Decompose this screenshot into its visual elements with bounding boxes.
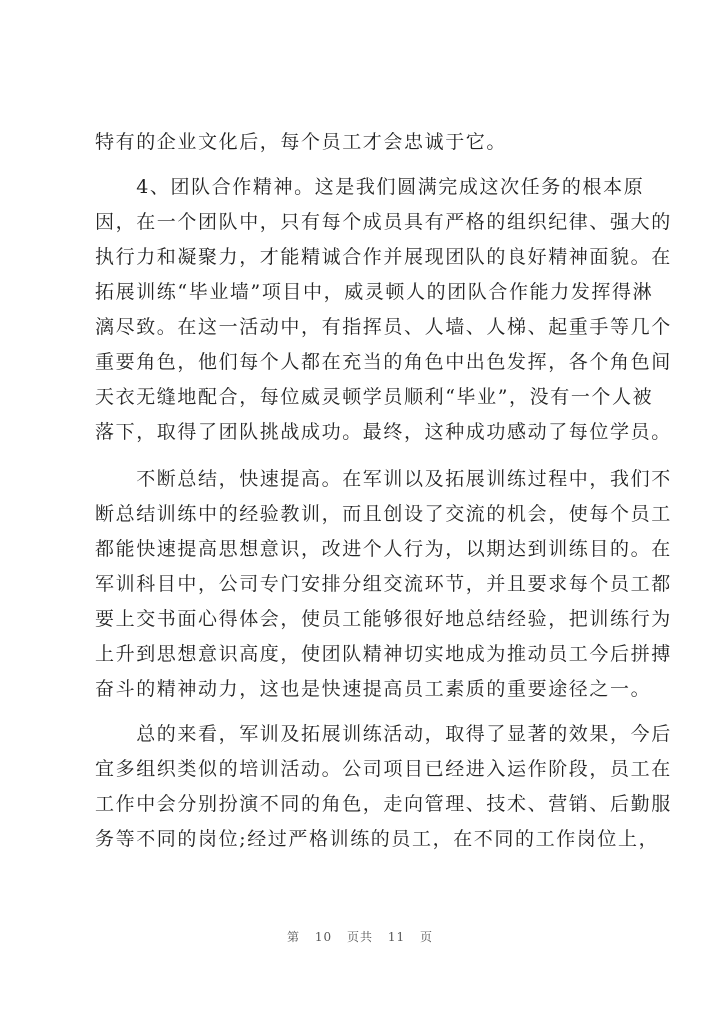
text-line: 漓尽致。在这一活动中，有指挥员、人墙、人梯、起重手等几个 xyxy=(95,316,672,338)
text-line: 执行力和凝聚力，才能精诚合作并展现团队的良好精神面貌。在 xyxy=(95,246,672,268)
text-line: 拓展训练“毕业墙”项目中，威灵顿人的团队合作能力发挥得淋 xyxy=(95,281,654,303)
footer-label-di: 第 xyxy=(287,930,301,944)
text-line: 重要角色，他们每个人都在充当的角色中出色发挥，各个角色间 xyxy=(95,351,672,373)
text-line: 奋斗的精神动力，这也是快速提高员工素质的重要途径之一。 xyxy=(95,678,652,700)
text-line: 宜多组织类似的培训活动。公司项目已经进入运作阶段，员工在 xyxy=(95,758,672,780)
text-line: 4、团队合作精神。这是我们圆满完成这次任务的根本原 xyxy=(95,176,645,198)
current-page-number: 10 xyxy=(314,930,333,944)
text-line: 因，在一个团队中，只有每个成员具有严格的组织纪律、强大的 xyxy=(95,211,672,233)
page-footer xyxy=(0,928,720,945)
text-line: 务等不同的岗位;经过严格训练的员工，在不同的工作岗位上， xyxy=(95,828,660,850)
text-line: 上升到思想意识高度，使团队精神切实地成为推动员工今后拼搏 xyxy=(95,643,672,665)
text-line: 特有的企业文化后，每个员工才会忠诚于它。 xyxy=(95,131,508,153)
text-line: 总的来看，军训及拓展训练活动，取得了显著的效果，今后 xyxy=(95,723,672,745)
text-line: 天衣无缝地配合，每位威灵顿学员顺利“毕业”，没有一个人被 xyxy=(95,386,654,408)
text-line: 不断总结，快速提高。在军训以及拓展训练过程中，我们不 xyxy=(95,468,672,490)
footer-label-ye: 页 xyxy=(419,930,433,944)
text-line: 军训科目中，公司专门安排分组交流环节，并且要求每个员工都 xyxy=(95,573,672,595)
text-line: 落下，取得了团队挑战成功。最终，这种成功感动了每位学员。 xyxy=(95,421,672,443)
text-line: 工作中会分别扮演不同的角色，走向管理、技术、营销、后勤服 xyxy=(95,793,672,815)
text-line: 要上交书面心得体会，使员工能够很好地总结经验，把训练行为 xyxy=(95,608,672,630)
total-page-count: 11 xyxy=(387,930,406,944)
footer-label-ye-gong: 页共 xyxy=(346,930,373,944)
text-line: 断总结训练中的经验教训，而且创设了交流的机会，使每个员工 xyxy=(95,503,672,525)
text-line: 都能快速提高思想意识，改进个人行为，以期达到训练目的。在 xyxy=(95,538,672,560)
